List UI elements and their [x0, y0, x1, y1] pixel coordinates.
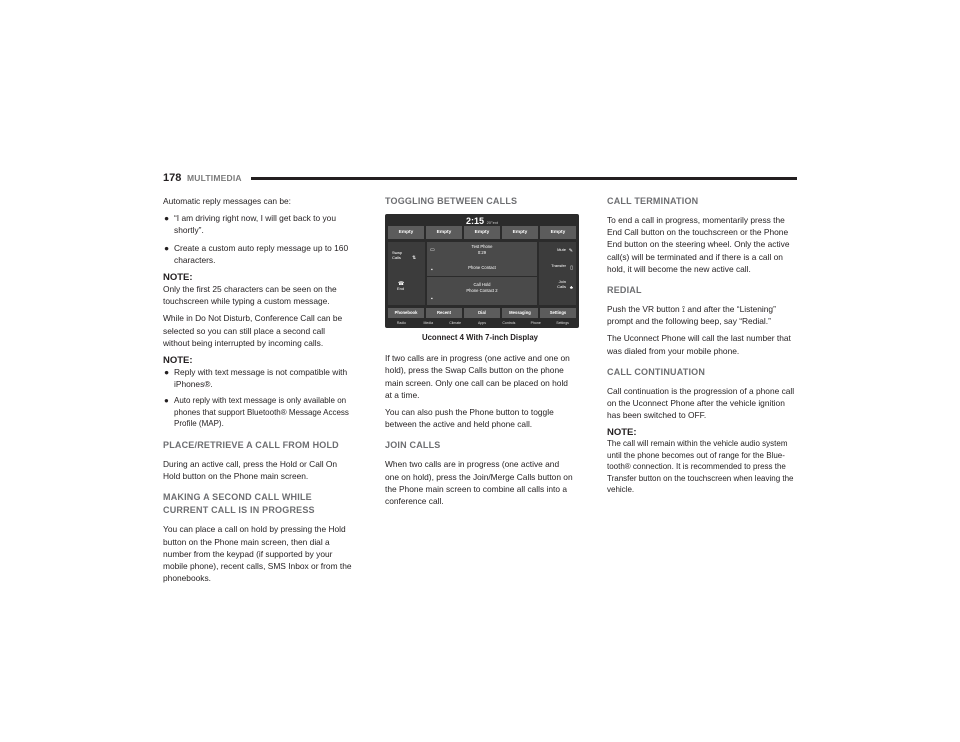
header-rule	[251, 177, 797, 180]
join-icon: ♣	[569, 285, 573, 291]
mute-label: Mute	[557, 247, 566, 252]
phone-menu-bar	[388, 308, 576, 318]
heading-redial: REDIAL	[607, 285, 642, 296]
note-text: Only the first 25 characters can be seen on the touchscreen while typing a custom message.	[163, 284, 337, 307]
favorite-slot: Empty	[426, 226, 462, 239]
column-1	[163, 195, 353, 589]
menu-messaging: Messaging	[502, 308, 538, 318]
column-3	[607, 195, 797, 501]
paragraph: You can place a call on hold by pressing the Hold button on the Phone main screen, then dial a number from the keypad (if supported by your mobile phone), recent calls, SMS Inbox or from the phonebooks.	[163, 524, 352, 584]
heading-join: JOIN CALLS	[385, 440, 441, 451]
favorite-slot: Empty	[464, 226, 500, 239]
battery-icon: ▭	[430, 247, 435, 253]
dock-media: Media	[423, 321, 434, 325]
note-text: While in Do Not Disturb, Conference Call can be selected so you can still place a second call without being interrupted by incoming calls.	[163, 313, 343, 348]
voice-recognition-icon: ⟟	[681, 304, 686, 315]
screen-time: 2:15 20°ext	[466, 216, 498, 226]
favorite-slot: Empty	[502, 226, 538, 239]
heading-termination: CALL TERMINATION	[607, 196, 699, 206]
paragraph: If two calls are in progress (one active and one on hold), press the Swap Calls button on the phone main screen. Only one call can be placed on hold at a time.	[385, 353, 570, 400]
heading-continuation: CALL CONTINUATION	[607, 366, 706, 377]
transfer-icon: ▯	[570, 265, 573, 271]
dock-controls: Controls	[502, 321, 516, 325]
active-call-pane: ▭ Test Phone 0:29 ▪ Phone Contact	[427, 242, 537, 276]
swap-calls-label: Swap Calls	[392, 250, 403, 260]
end-label: End	[397, 286, 405, 291]
bullet-item: ● Reply with text message is not compatible with iPhones®.	[164, 367, 348, 390]
note-label: NOTE:	[607, 427, 637, 439]
page-header	[163, 172, 797, 184]
left-call-controls	[388, 242, 425, 305]
page-number: 178	[163, 172, 182, 184]
held-call-pane: Call Hold Phone Contact 2 ▪	[427, 277, 537, 305]
dock-settings: Settings	[556, 321, 569, 325]
heading-toggle: TOGGLING BETWEEN CALLS	[385, 196, 518, 206]
menu-dial: Dial	[464, 308, 500, 318]
heading-hold: PLACE/RETRIEVE A CALL FROM HOLD	[163, 439, 339, 450]
heading-second-call: MAKING A SECOND CALL WHILE CURRENT CALL IS IN PROGRESS	[163, 492, 315, 516]
app-dock	[388, 319, 576, 327]
paragraph: During an active call, press the Hold or Call On Hold button on the Phone main screen.	[163, 458, 338, 482]
favorites-row	[388, 226, 576, 239]
paragraph: Call continuation is the progression of a phone call on the Uconnect Phone after the vehicle ignition has been switched to OFF.	[607, 385, 795, 421]
paragraph: Push the VR button ⟟ and after the “Listening” prompt and the following beep, say “Redial.”	[607, 304, 776, 327]
paragraph: To end a call in progress, momentarily press the End Call button on the touchscreen or the Phone End button on the steering wheel. Only the active call(s) will be terminated and if there is a call on hold, it will become the new active call.	[607, 215, 790, 274]
microphone-icon: ✎	[568, 248, 573, 254]
uconnect-screen-image	[385, 214, 579, 328]
figure-caption: Uconnect 4 With 7-inch Display	[421, 333, 539, 342]
paragraph: When two calls are in progress (one active and one on hold), press the Join/Merge Calls button on the Phone main screen to combine all calls into a conference call.	[385, 459, 573, 507]
bullet-item: ● “I am driving right now, I will get back to you shortly”.	[164, 213, 336, 236]
dock-phone: Phone	[530, 321, 541, 325]
note-text: The call will remain within the vehicle audio system until the phone becomes out of range for the Blue-tooth® connection. It is recommended to press the Transfer button on the touchscreen when leaving the vehicle.	[607, 439, 794, 495]
bullet-item: ● Create a custom auto reply message up to 160 characters.	[164, 242, 349, 265]
note-label: NOTE:	[163, 272, 193, 284]
dock-radio: Radio	[396, 321, 406, 325]
transfer-label: Transfer	[551, 263, 566, 268]
favorite-slot: Empty	[388, 226, 424, 239]
note-label: NOTE:	[163, 355, 193, 367]
intro-text: Automatic reply messages can be:	[163, 196, 292, 206]
favorite-slot: Empty	[540, 226, 576, 239]
end-call-icon: ☎	[398, 281, 405, 287]
menu-settings: Settings	[540, 308, 576, 318]
right-call-controls	[539, 242, 576, 305]
swap-icon: ⇅	[412, 255, 417, 261]
dock-climate: Climate	[449, 321, 462, 325]
menu-recent: Recent	[426, 308, 462, 318]
dock-apps: Apps	[478, 321, 486, 325]
paragraph: The Uconnect Phone will call the last number that was dialed from your mobile phone.	[607, 333, 791, 356]
paragraph: You can also push the Phone button to toggle between the active and held phone call.	[385, 407, 554, 430]
column-2	[385, 195, 575, 512]
lock-icon: ▪	[431, 296, 433, 302]
menu-phonebook: Phonebook	[388, 308, 424, 318]
lock-icon: ▪	[431, 267, 433, 273]
join-calls-label: Join Calls	[557, 279, 566, 289]
bullet-item: ● Auto reply with text message is only available on phones that support Bluetooth® Message Access Profile (MAP).	[164, 396, 349, 429]
section-title: MULTIMEDIA	[187, 173, 242, 183]
